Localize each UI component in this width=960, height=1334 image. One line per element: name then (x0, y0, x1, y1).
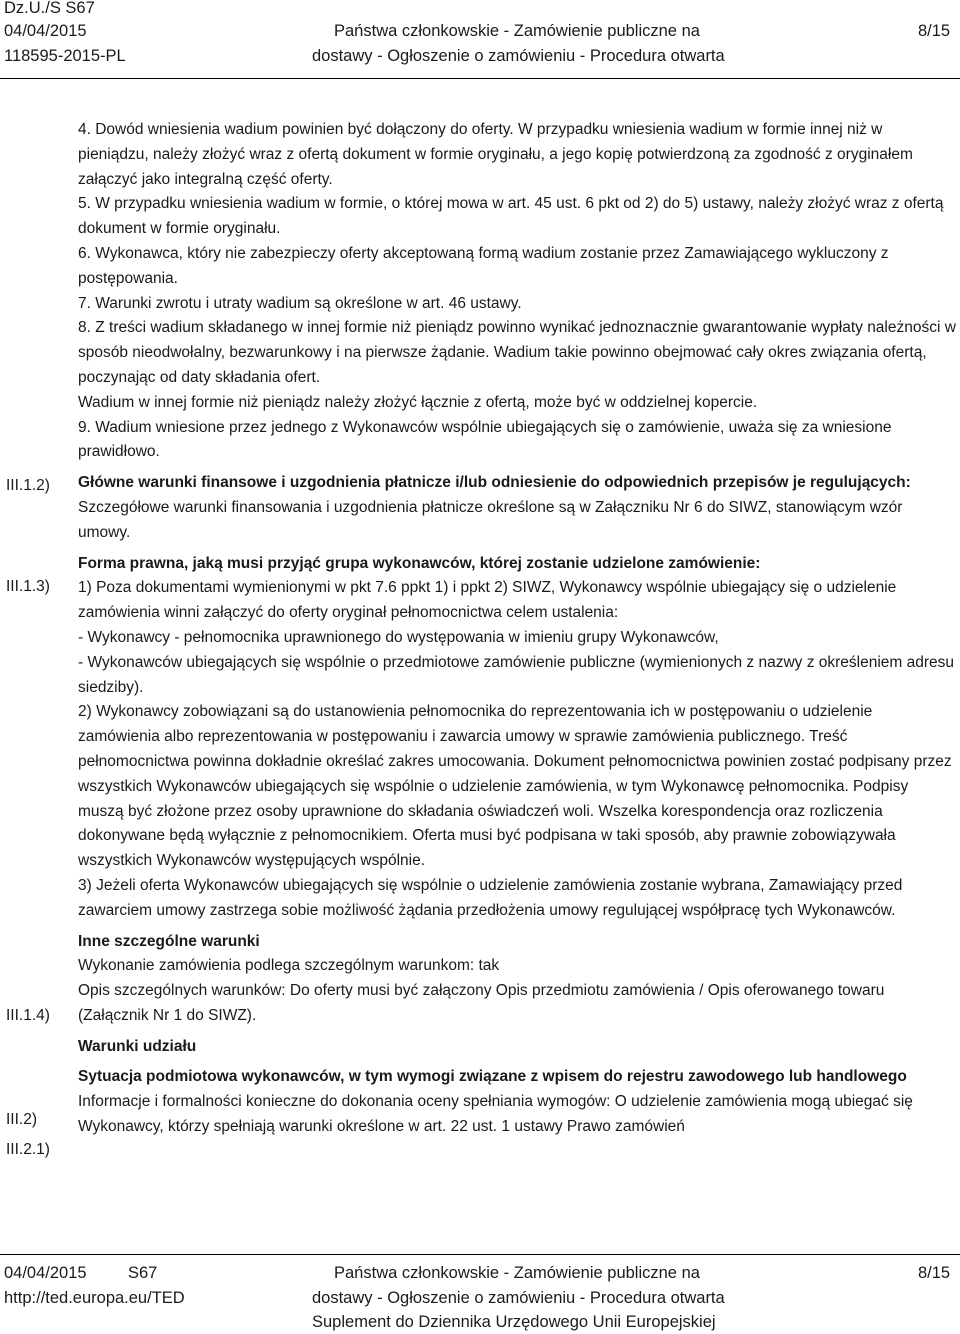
footer-page: 8/15 (918, 1264, 951, 1282)
footer-divider (0, 1254, 960, 1255)
paragraph: Wadium w innej formie niż pieniądz należy złożyć łącznie z ofertą, może być w oddzielnej kopercie. (78, 393, 758, 411)
section-label: III.2) (6, 1111, 38, 1128)
paragraph: - Wykonawcy - pełnomocnika uprawnionego do występowania w imieniu grupy Wykonawców, (78, 628, 719, 646)
paragraph: 8. Z treści wadium składanego w innej formie niż pieniądz powinno wynikać jednoznacznie gwarantowanie wypłaty należności w sposób nieodwołalny, bezwarunkowy i na pierwsze żądanie. Wadium takie powinno obejmować cały okres związania ofertą, poczynając od daty składania ofert. (78, 319, 956, 386)
paragraph: Informacje i formalności konieczne do dokonania oceny spełniania wymogów: O udzielenie zamówienia mogą ubiegać się Wykonawcy, którzy spełniają warunki określone w art. 22 ust. 1 ustawy Prawo zamówień (78, 1093, 913, 1136)
section-label: III.2.1) (6, 1141, 50, 1158)
header-title-line2: dostawy - Ogłoszenie o zamówieniu - Procedura otwarta (312, 47, 725, 65)
header-divider (0, 78, 960, 79)
paragraph: 5. W przypadku wniesienia wadium w formie, o której mowa w art. 45 ust. 6 pkt od 2) do 5) ustawy, należy złożyć wraz z ofertą dokument w formie oryginału. (78, 195, 944, 238)
paragraph: 2) Wykonawcy zobowiązani są do ustanowienia pełnomocnika do reprezentowania ich w postępowaniu o udzielenie zamówienia albo reprezentowania w postępowaniu i zawarcia umowy w sprawie zamówienia publicznego. Treść pełnomocnictwa powinna dokładnie określać zakres umocowania. Dokument pełnomocnictwa powinien zostać podpisany przez wszystkich Wykonawców ubiegających się wspólnie o udzielenie zamówienia, w tym Wykonawcę pełnomocnika. Podpisy muszą być złożone przez osoby uprawnione do składania oświadczeń woli. Wszelka korespondencja oraz rozliczenia dokonywane będą wyłącznie z pełnomocnikiem. Oferta musi być podpisana w taki sposób, aby prawnie zobowiązywała wszystkich Wykonawców występujących wspólnie. (78, 703, 952, 870)
footer-title-line3: Suplement do Dziennika Urzędowego Unii Europejskiej (312, 1313, 716, 1331)
header-title-line1: Państwa członkowskie - Zamówienie publiczne na (334, 22, 700, 40)
section-heading: Główne warunki finansowe i uzgodnienia płatnicze i/lub odniesienie do odpowiednich przepisów je regulujących: (78, 474, 911, 492)
section-label: III.1.3) (6, 578, 50, 595)
paragraph: 4. Dowód wniesienia wadium powinien być dołączony do oferty. W przypadku wniesienia wadium w formie innej niż w pieniądzu, należy złożyć wraz z ofertą dokument w formie oryginału, a jego kopię potwierdzoną za zgodność z oryginałem załączyć jako integralną część oferty. (78, 121, 913, 188)
section-heading: Inne szczególne warunki (78, 932, 260, 950)
paragraph: Wykonanie zamówienia podlega szczególnym warunkom: tak (78, 957, 500, 975)
section-label: III.1.2) (6, 477, 50, 494)
section-heading: Warunki udziału (78, 1037, 197, 1055)
section-heading: Forma prawna, jaką musi przyjąć grupa wykonawców, której zostanie udzielone zamówienie: (78, 554, 761, 572)
paragraph: 7. Warunki zwrotu i utraty wadium są określone w art. 46 ustawy. (78, 294, 522, 312)
paragraph: 1) Poza dokumentami wymienionymi w pkt 7.6 ppkt 1) i ppkt 2) SIWZ, Wykonawcy wspólnie ubiegający się o udzielenie zamówienia winni załączyć do oferty oryginał pełnomocnictwa celem ustalenia: (78, 579, 897, 622)
paragraph: Szczegółowe warunki finansowania i uzgodnienia płatnicze określone są w Załączniku Nr 6 do SIWZ, stanowiącym wzór umowy. (78, 498, 903, 541)
header-journal: Dz.U./S S67 (4, 0, 95, 17)
paragraph: Opis szczególnych warunków: Do oferty musi być załączony Opis przedmiotu zamówienia / Opis oferowanego towaru (Załącznik Nr 1 do SIWZ). (78, 982, 885, 1024)
header-ref: 118595-2015-PL (4, 47, 126, 65)
footer-title-line1: Państwa członkowskie - Zamówienie publiczne na (334, 1264, 700, 1282)
footer-journal: S67 (128, 1264, 158, 1282)
paragraph: - Wykonawców ubiegających się wspólnie o przedmiotowe zamówienie publiczne (wymienionych z nazwy z określeniem adresu siedziby). (78, 653, 955, 696)
paragraph: 6. Wykonawca, który nie zabezpieczy oferty akceptowaną formą wadium zostanie przez Zamawiającego wykluczony z postępowania. (78, 244, 889, 287)
header-date: 04/04/2015 (4, 22, 87, 40)
footer-url: http://ted.europa.eu/TED (4, 1289, 185, 1307)
section-label: III.1.4) (6, 1007, 50, 1024)
paragraph: 3) Jeżeli oferta Wykonawców ubiegających się wspólnie o udzielenie zamówienia zostanie wybrana, Zamawiający przed zawarciem umowy zastrzega sobie możliwość żądania przedłożenia umowy regulującej współpracę tych Wykonawców. (78, 876, 903, 919)
document-body (78, 118, 956, 1140)
footer-date: 04/04/2015 (4, 1264, 87, 1282)
paragraph: 9. Wadium wniesione przez jednego z Wykonawców wspólnie ubiegających się o zamówienie, uważa się za wniesione prawidłowo. (78, 418, 892, 461)
footer-title-line2: dostawy - Ogłoszenie o zamówieniu - Procedura otwarta (312, 1289, 725, 1307)
section-heading: Sytuacja podmiotowa wykonawców, w tym wymogi związane z wpisem do rejestru zawodowego lub handlowego (78, 1068, 907, 1086)
header-page: 8/15 (918, 22, 951, 40)
